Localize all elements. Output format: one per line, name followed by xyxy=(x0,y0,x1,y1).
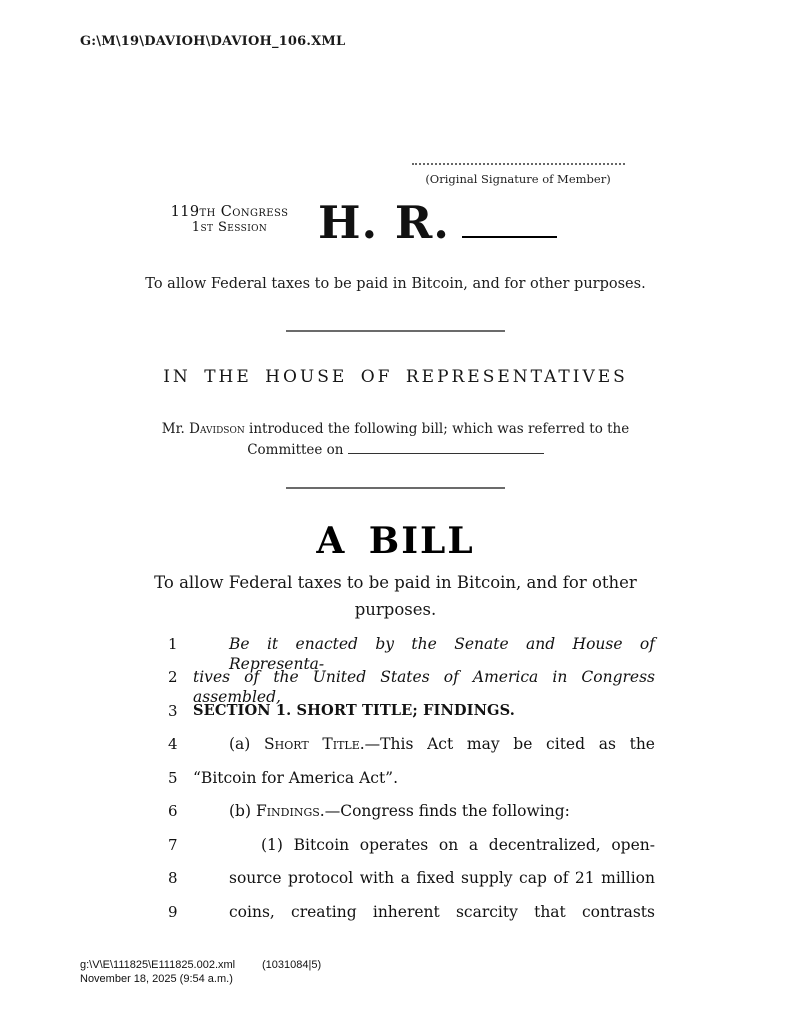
bill-line xyxy=(168,902,655,935)
line-text: source protocol with a fixed supply cap of 21 million xyxy=(229,869,655,888)
line-number: 9 xyxy=(168,902,178,921)
line-number: 6 xyxy=(168,802,178,821)
committee-on-label: Committee on xyxy=(247,442,348,458)
line-number: 5 xyxy=(168,768,178,787)
line-number: 2 xyxy=(168,668,178,687)
congress-number: 119th Congress xyxy=(170,204,289,220)
bill-number xyxy=(318,196,557,249)
signature-dotted-line xyxy=(412,155,625,165)
bill-line xyxy=(168,801,655,834)
line-text: SECTION 1. SHORT TITLE; FINDINGS. xyxy=(193,701,515,719)
bill-long-title: To allow Federal taxes to be paid in Bitcoin, and for other purposes. xyxy=(154,573,637,619)
bill-line xyxy=(168,667,655,707)
separator-rule-top xyxy=(286,330,505,332)
line-number: 3 xyxy=(168,701,178,720)
line-text: tives of the United States of America in Congress assembled, xyxy=(193,668,655,707)
congress-session-block xyxy=(152,205,307,235)
line-number: 1 xyxy=(168,635,178,653)
bill-number-prefix: H. R. xyxy=(318,196,450,249)
introduction-line1: Mr. Davidson introduced the following bill; which was referred to the xyxy=(161,421,630,437)
footer-filepath: g:\V\E\111825\E111825.002.xml xyxy=(80,959,236,971)
bill-line xyxy=(168,835,655,868)
bill-body xyxy=(168,634,655,935)
footer-datetime: November 18, 2025 (9:54 a.m.) xyxy=(80,973,233,985)
footer-line1 xyxy=(80,958,321,972)
bill-line xyxy=(168,868,655,901)
bill-heading: A BILL xyxy=(316,520,475,562)
footer xyxy=(80,958,321,986)
footer-job-id: (1031084|5) xyxy=(262,959,322,971)
introduction-line2 xyxy=(0,440,791,461)
introduction-block xyxy=(0,419,791,461)
bill-line xyxy=(168,701,655,734)
line-number: 4 xyxy=(168,735,178,754)
bill-short-description: To allow Federal taxes to be paid in Bitcoin, and for other purposes. xyxy=(145,276,646,292)
line-text: coins, creating inherent scarcity that contrasts xyxy=(229,902,655,921)
session-number: 1st Session xyxy=(191,220,268,235)
line-text: (b) Findings.—Congress finds the following: xyxy=(229,802,570,821)
signature-caption: (Original Signature of Member) xyxy=(425,172,611,186)
line-text: (a) Short Title.—This Act may be cited as the xyxy=(229,735,655,754)
bill-number-blank-line xyxy=(462,232,557,238)
line-number: 7 xyxy=(168,835,178,854)
line-text: (1) Bitcoin operates on a decentralized, open- xyxy=(261,835,655,854)
header-filepath: G:\M\19\DAVIOH\DAVIOH_106.XML xyxy=(80,34,346,49)
bill-line xyxy=(168,734,655,767)
line-number: 8 xyxy=(168,869,178,888)
line-text: Be it enacted by the Senate and House of Representa- xyxy=(229,635,655,673)
line-text: “Bitcoin for America Act”. xyxy=(193,768,399,787)
chamber-title: IN THE HOUSE OF REPRESENTATIVES xyxy=(163,367,628,387)
bill-line xyxy=(168,768,655,801)
committee-blank-line xyxy=(348,440,544,454)
bill-line xyxy=(168,634,655,673)
separator-rule-bottom xyxy=(286,487,505,489)
